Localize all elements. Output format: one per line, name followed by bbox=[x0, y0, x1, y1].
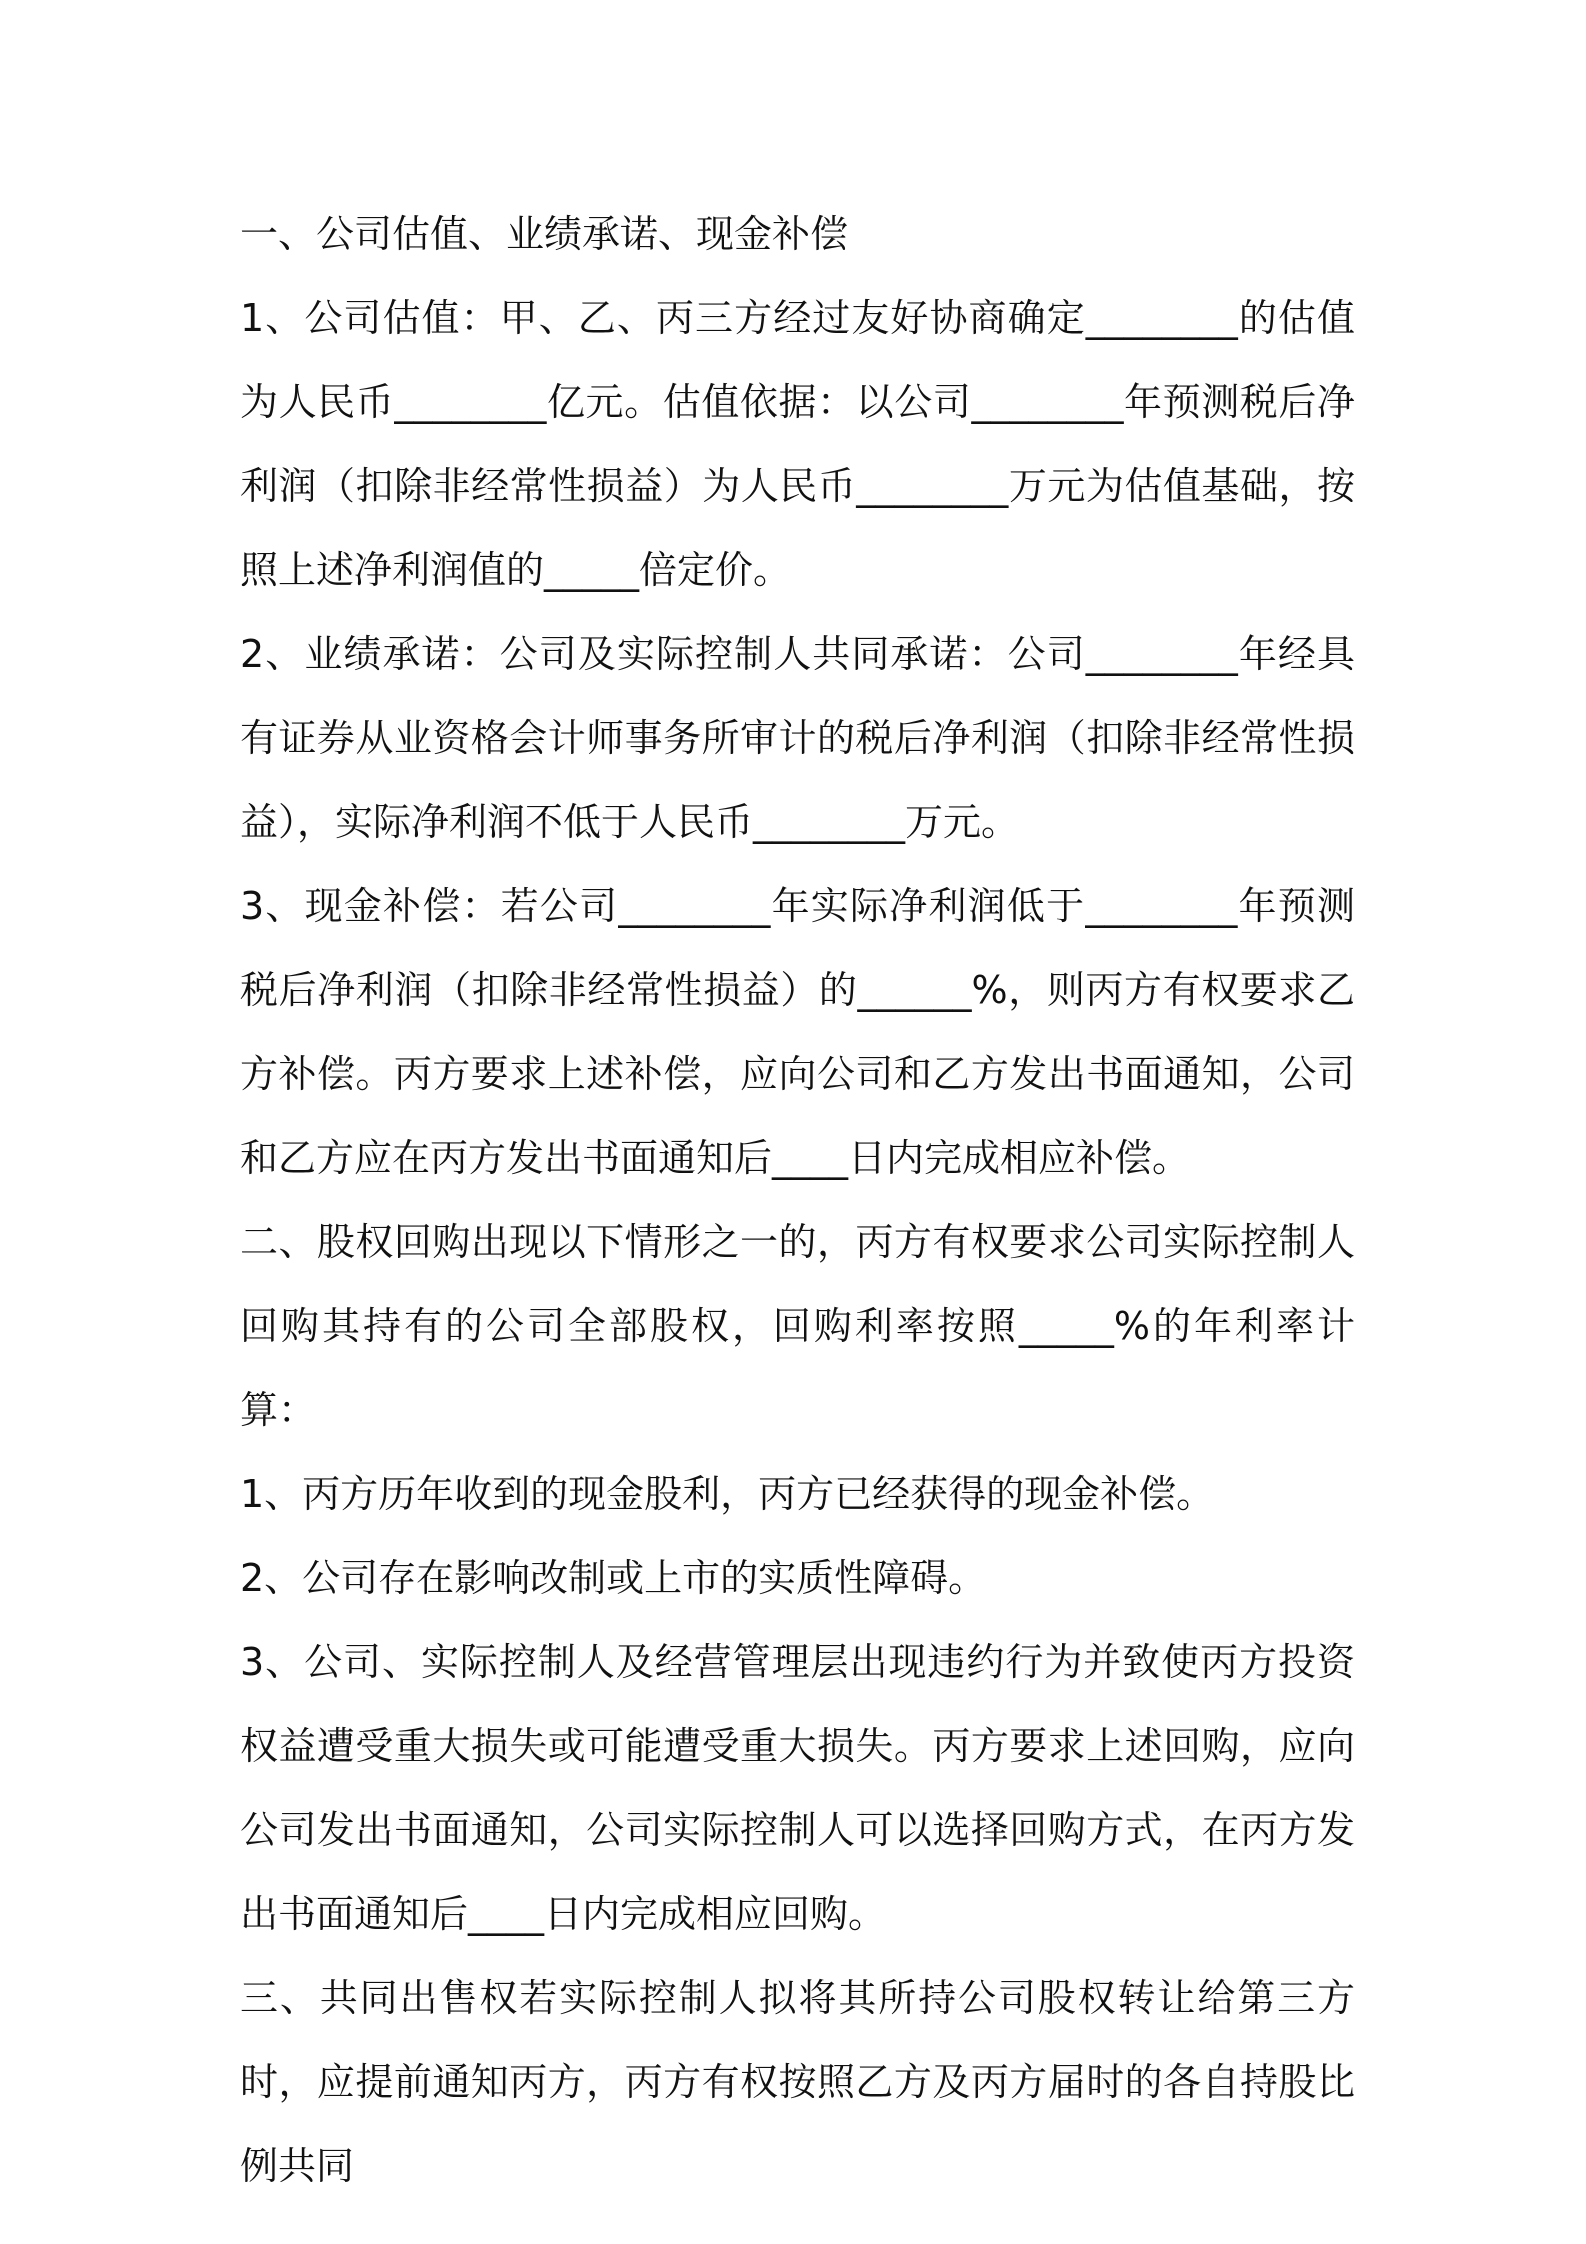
clause-buyback-item-3: 3、公司、实际控制人及经营管理层出现违约行为并致使丙方投资权益遭受重大损失或可能遭受重大损失。丙方要求上述回购，应向公司发出书面通知，公司实际控制人可以选择回购方式，在丙方发出书面通知后____日内完成相应回购。 bbox=[240, 1640, 1355, 1936]
section-heading-valuation: 一、公司估值、业绩承诺、现金补偿 bbox=[240, 212, 849, 256]
clause-performance-commitment: 2、业绩承诺：公司及实际控制人共同承诺：公司________年经具有证券从业资格会计师事务所审计的税后净利润（扣除非经常性损益），实际净利润不低于人民币________万元。 bbox=[240, 632, 1355, 844]
clause-cash-compensation: 3、现金补偿：若公司________年实际净利润低于________年预测税后净利润（扣除非经常性损益）的______%，则丙方有权要求乙方补偿。丙方要求上述补偿，应向公司和乙方发出书面通知，公司和乙方应在丙方发出书面通知后____日内完成相应补偿。 bbox=[240, 884, 1355, 1180]
clause-company-valuation: 1、公司估值：甲、乙、丙三方经过友好协商确定________的估值为人民币________亿元。估值依据：以公司________年预测税后净利润（扣除非经常性损益）为人民币________万元为估值基础，按照上述净利润值的_____倍定价。 bbox=[240, 296, 1355, 592]
clause-buyback-item-1: 1、丙方历年收到的现金股利，丙方已经获得的现金补偿。 bbox=[240, 1472, 1215, 1516]
document-body bbox=[240, 192, 1355, 2208]
clause-buyback-item-2: 2、公司存在影响改制或上市的实质性障碍。 bbox=[240, 1556, 987, 1600]
section-heading-co-sale-right: 三、共同出售权若实际控制人拟将其所持公司股权转让给第三方时，应提前通知丙方，丙方有权按照乙方及丙方届时的各自持股比例共同 bbox=[240, 1976, 1355, 2188]
section-heading-share-buyback: 二、股权回购出现以下情形之一的，丙方有权要求公司实际控制人回购其持有的公司全部股权，回购利率按照_____%的年利率计算： bbox=[240, 1220, 1355, 1432]
